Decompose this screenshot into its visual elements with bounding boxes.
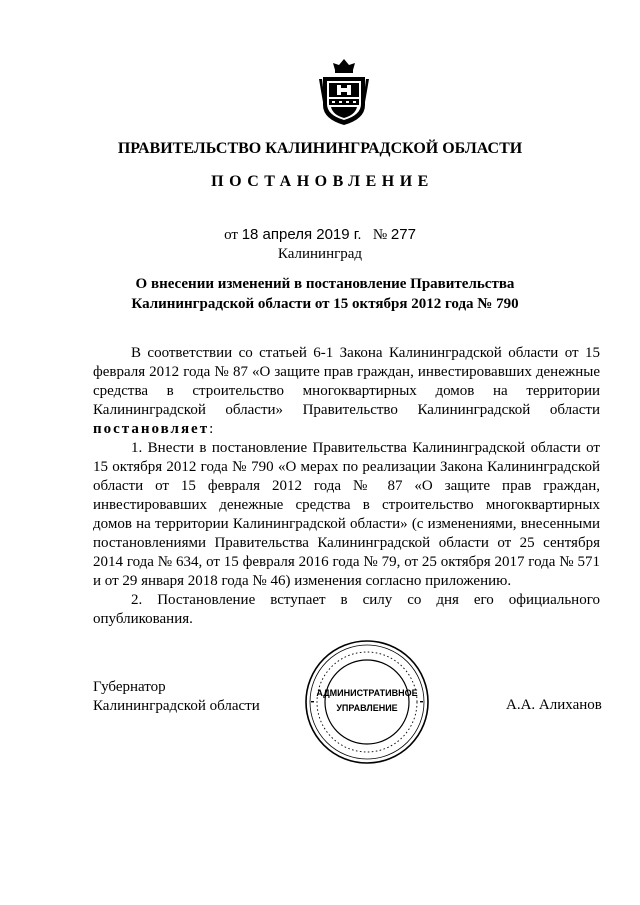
official-stamp bbox=[303, 638, 431, 766]
document-subject bbox=[100, 274, 550, 314]
date-prefix: от bbox=[224, 227, 238, 243]
decree-colon: : bbox=[209, 421, 214, 437]
coat-of-arms-emblem bbox=[319, 57, 369, 127]
date-value: 18 апреля 2019 г. bbox=[241, 226, 362, 243]
document-type: ПОСТАНОВЛЕНИЕ bbox=[211, 173, 434, 190]
subject-line-2: Калининградской области от 15 октября 2012 года № 790 bbox=[131, 296, 519, 312]
number-value: 277 bbox=[390, 226, 416, 243]
item-1-paragraph: 1. Внести в постановление Правительства Калининградской области от 15 октября 2012 года № 790 «О мерах по реализации Закона Калининградской области от 15 февраля 2012 года № 87 «О защите прав граждан, инвестировавших денежные средства в строительство многоквартирных домов на территории Калининградской области» (с изменениями, внесенными постановлениями Правительства Калининградской области от 25 сентября 2014 года № 634, от 15 февраля 2016 года № 79, от 25 октября 2017 года № 571 и от 29 января 2018 года № 46) изменения согласно приложению. bbox=[93, 440, 600, 589]
subject-line-1: О внесении изменений в постановление Правительства bbox=[135, 276, 515, 292]
date-number-line bbox=[0, 226, 640, 244]
signatory-title-line-1: Губернатор bbox=[93, 679, 166, 695]
preamble-paragraph bbox=[93, 344, 600, 439]
stamp-center-line-2: УПРАВЛЕНИЕ bbox=[336, 703, 398, 713]
stamp-center-line-1: АДМИНИСТРАТИВНОЕ bbox=[316, 688, 418, 698]
decree-word: постановляет bbox=[93, 421, 210, 437]
city-name: Калининград bbox=[277, 246, 363, 262]
item-2-paragraph: 2. Постановление вступает в силу со дня его официального опубликования. bbox=[93, 592, 600, 627]
number-prefix: № bbox=[372, 227, 388, 243]
signatory-title bbox=[93, 678, 260, 716]
document-body bbox=[93, 344, 600, 629]
signatory-title-line-2: Калининградской области bbox=[93, 698, 260, 714]
organization-title: ПРАВИТЕЛЬСТВО КАЛИНИНГРАДСКОЙ ОБЛАСТИ bbox=[117, 140, 523, 157]
signatory-name: А.А. Алиханов bbox=[506, 697, 602, 713]
preamble-text: В соответствии со статьей 6-1 Закона Калининградской области от 15 февраля 2012 года № 87 «О защите прав граждан, инвестировавших денежные средства в строительство многоквартирных домов на территории Калининградской области» Правительство Калининградской области bbox=[93, 345, 600, 418]
